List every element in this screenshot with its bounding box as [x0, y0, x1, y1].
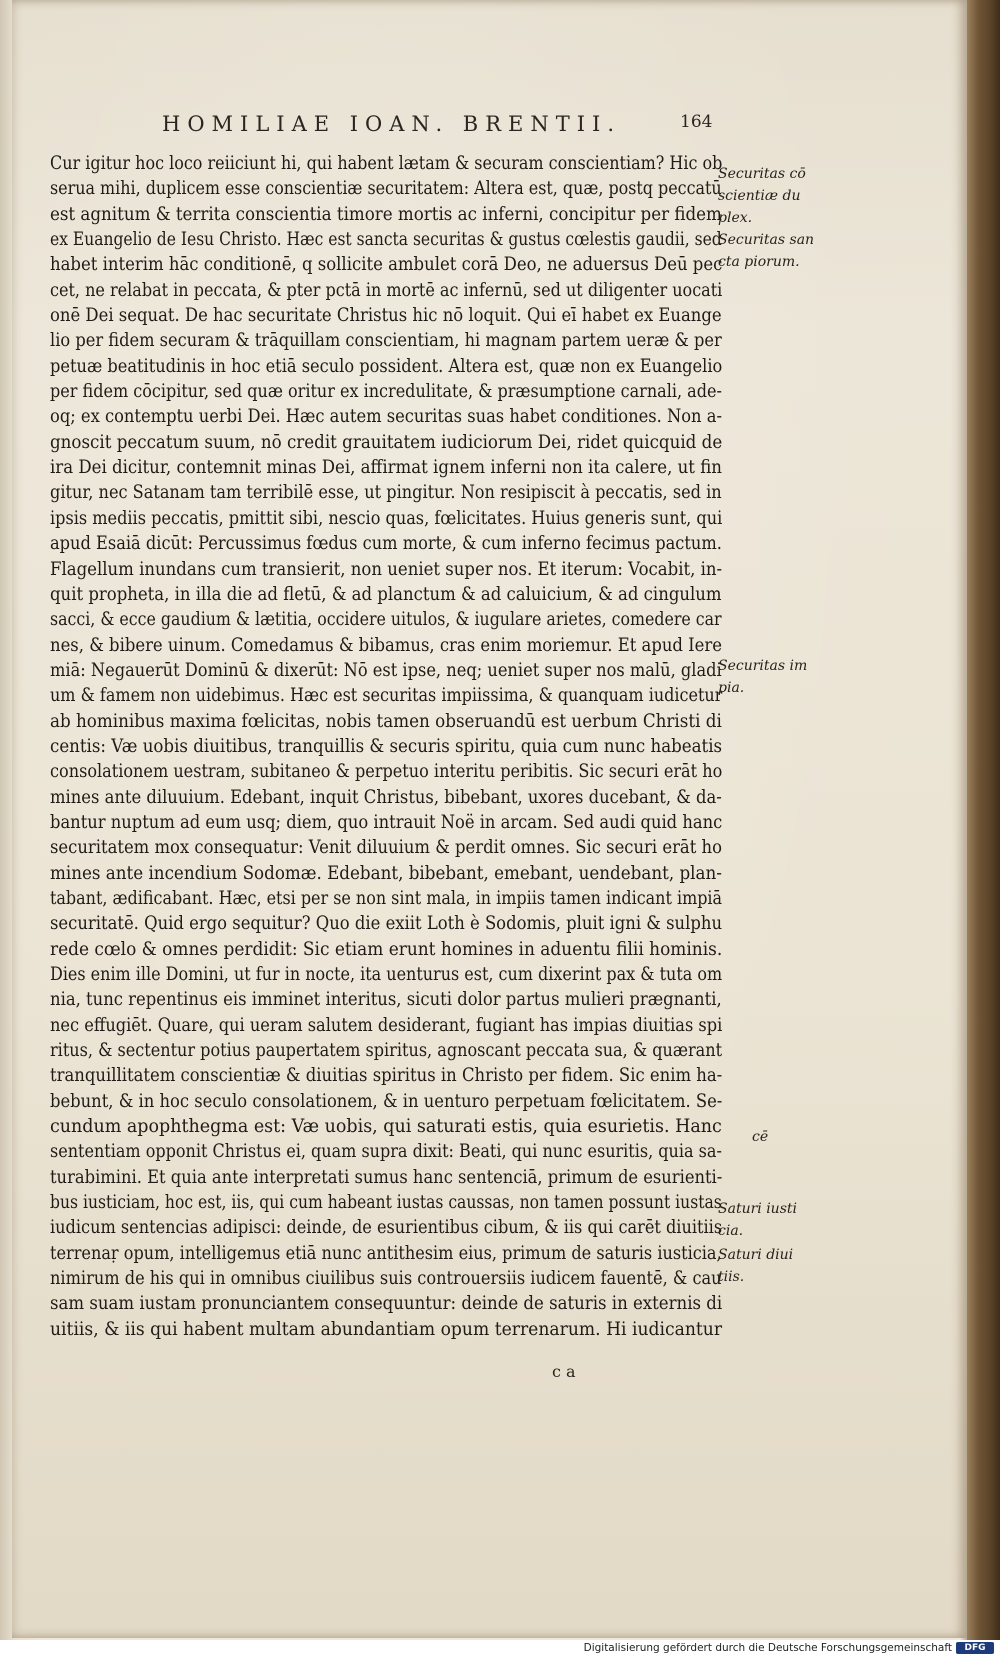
text-line: sam suam iustam pronunciantem consequuntur: deinde de saturis in externis di [50, 1293, 723, 1315]
text-line: apud Esaiā dicūt: Percussimus fœdus cum morte, & cum inferno fecimus pactum. [50, 533, 722, 555]
text-line: ex Euangelio de Iesu Christo. Hæc est sancta securitas & gustus cœlestis gaudii, sed [50, 229, 722, 251]
text-line: oq; ex contemptu uerbi Dei. Hæc autem securitas suas habet conditiones. Non a- [50, 406, 722, 428]
margin-note-line: tiis. [718, 1269, 745, 1285]
text-line: tabant, ædificabant. Hæc, etsi per se non sint mala, in impiis tamen indicant impiā [50, 887, 723, 909]
text-line: Cur igitur hoc loco reiiciunt hi, qui habent lætam & securam conscientiam? Hic ob [50, 153, 723, 174]
text-line: rede cœlo & omnes perdidit: Sic etiam erunt homines in aduentu filii hominis. [50, 938, 723, 960]
text-line: gitur, nec Satanam tam terribilē esse, ut pingitur. Non resipiscit à peccatis, sed in [50, 482, 722, 504]
running-title: HOMILIAE IOAN. BRENTII. [162, 112, 622, 136]
text-line: miā: Negauerūt Dominū & dixerūt: Nō est ipse, neq; ueniet super nos malū, gladi [50, 659, 722, 681]
text-line: consolationem uestram, subitaneo & perpetuo interitu peribitis. Sic securi erāt ho [50, 761, 723, 783]
margin-note-line: Saturi diui [718, 1247, 794, 1263]
margin-note-line: Saturi iusti [718, 1201, 797, 1217]
text-line: bebunt, & in hoc seculo consolationem, & in uenturo perpetuam fœlicitatem. Se- [50, 1090, 723, 1112]
text-line: serua mihi, duplicem esse conscientiæ securitatem: Altera est, quæ, postq peccatū [50, 178, 722, 200]
footer-bar [0, 1640, 1000, 1656]
margin-note [718, 163, 818, 229]
text-line: cundum apophthegma est: Væ uobis, qui saturati estis, quia esurietis. Hanc [50, 1116, 722, 1138]
margin-note-line: Securitas san [718, 232, 815, 248]
text-line: nia, tunc repentinus eis imminet interitus, sicuti dolor partus mulieri prægnanti, [50, 989, 722, 1011]
text-line: gnoscit peccatum suum, nō credit grauitatem iudiciorum Dei, ridet quicquid de [50, 431, 723, 453]
text-line: bus iusticiam, hoc est, iis, qui cum habeant iustas caussas, non tamen possunt iustas [50, 1192, 722, 1214]
text-line: turabimini. Et quia ante interpretati sumus hanc sentenciā, primum de esurienti- [50, 1166, 723, 1188]
text-line: iudicum sentencias adipisci: deinde, de esurientibus cibum, & iis qui carēt diuitiis [50, 1217, 723, 1239]
text-line: terrenaṛ opum, intelligemus etiā nunc antithesim eius, primum de saturis iusticia, [50, 1242, 722, 1264]
page-header [12, 112, 967, 142]
text-line: sacci, & ecce gaudium & lætitia, occidere uitulos, & iugulare arietes, comedere car [50, 609, 722, 631]
text-line: nes, & bibere uinum. Comedamus & bibamus, cras enim moriemur. Et apud Iere [50, 634, 722, 656]
book-page [12, 0, 967, 1638]
text-line: Flagellum inundans cum transierit, non ueniet super nos. Et iterum: Vocabit, in- [50, 558, 723, 580]
body-text [50, 151, 725, 1342]
text-line: Dies enim ille Domini, ut fur in nocte, ita uenturus est, cum dixerint pax & tuta om [50, 964, 723, 985]
text-line: mines ante incendium Sodomæ. Edebant, bibebant, emebant, uendebant, plan- [50, 862, 722, 884]
text-line: per fidem cōcipitur, sed quæ oritur ex incredulitate, & præsumptione carnali, ade- [50, 381, 722, 403]
text-line: securitatē. Quid ergo sequitur? Quo die exiit Loth è Sodomis, pluit igni & sulphu [50, 913, 723, 935]
text-line: sententiam opponit Christus ei, quam supra dixit: Beati, qui nunc esuritis, quia sa- [50, 1141, 722, 1163]
text-line: mines ante diluuium. Edebant, inquit Christus, bibebant, uxores ducebant, & da- [50, 786, 722, 808]
catchword: c a [552, 1362, 576, 1381]
page-edge [967, 0, 1000, 1640]
margin-note [718, 1244, 818, 1288]
dfg-logo: DFG [956, 1642, 994, 1654]
text-line: tranquillitatem conscientiæ & diuitias spiritus in Christo per fidem. Sic enim ha- [50, 1065, 723, 1087]
margin-note-line: Securitas cō [718, 166, 806, 182]
margin-note [718, 229, 818, 273]
folio-number: 164 [680, 112, 713, 132]
text-line: cet, ne relabat in peccata, & pter pctā in mortē ac infernū, sed ut diligenter uocati [50, 279, 723, 301]
text-line: ira Dei dicitur, contemnit minas Dei, affirmat ignem inferni non ita calere, ut fin [50, 457, 722, 479]
text-line: habet interim hāc conditionē, q sollicite ambulet corā Deo, ne aduersus Deū pec [50, 254, 723, 276]
text-line: nec effugiēt. Quare, qui ueram salutem desiderant, fugiant has impias diuitias spi [50, 1014, 723, 1036]
margin-note-line: scientiæ du [718, 188, 801, 204]
margin-note-line: plex. [718, 210, 753, 226]
margin-note-line: cta piorum. [718, 254, 800, 270]
text-line: quit propheta, in illa die ad fletū, & ad planctum & ad caluicium, & ad cingulum [50, 583, 722, 605]
text-line: um & famem non uidebimus. Hæc est securitas impiissima, & quanquam iudicetur [50, 685, 723, 707]
margin-note [718, 655, 818, 699]
text-line: est agnitum & territa conscientia timore mortis ac inferni, concipitur per fidem [50, 203, 722, 225]
text-line: bantur nuptum ad eum usq; diem, quo intrauit Noë in arcam. Sed audi quid hanc [50, 811, 723, 833]
text-line: ipsis mediis peccatis, pmittit sibi, nescio quas, fœlicitates. Huius generis sunt, qui [50, 507, 723, 529]
text-line: uitiis, & iis qui habent multam abundantiam opum terrenarum. Hi iudicantur [50, 1318, 723, 1340]
margin-note-line: cē [752, 1129, 769, 1145]
text-line: ab hominibus maxima fœlicitas, nobis tamen obseruandū est uerbum Christi di [50, 710, 722, 732]
margin-note [718, 1198, 818, 1242]
margin-note-line: pia. [718, 680, 745, 696]
margin-note-line: Securitas im [718, 658, 808, 674]
text-line: onē Dei sequat. De hac securitate Christus hic nō loquit. Qui eī habet ex Euange [50, 305, 722, 327]
digitization-credit: Digitalisierung gefördert durch die Deutsche Forschungsgemeinschaft [583, 1642, 952, 1654]
text-line: nimirum de his qui in omnibus ciuilibus suis controuersiis iudicem fauentē, & cau [50, 1268, 722, 1290]
text-line: ritus, & sectentur potius paupertatem spiritus, agnoscant peccata sua, & quærant [50, 1040, 723, 1062]
margin-note [752, 1126, 852, 1148]
text-line: securitatem mox consequatur: Venit diluuium & perdit omnes. Sic securi erāt ho [50, 837, 722, 859]
text-line: centis: Væ uobis diuitibus, tranquillis & securis spiritu, quia cum nunc habeatis [50, 735, 723, 757]
text-line: petuæ beatitudinis in hoc etiā seculo possident. Altera est, quæ non ex Euangelio [50, 355, 723, 377]
margin-note-line: cia. [718, 1223, 744, 1239]
text-line: lio per fidem securam & trāquillam conscientiam, hi magnam partem ueræ & per [50, 330, 722, 352]
